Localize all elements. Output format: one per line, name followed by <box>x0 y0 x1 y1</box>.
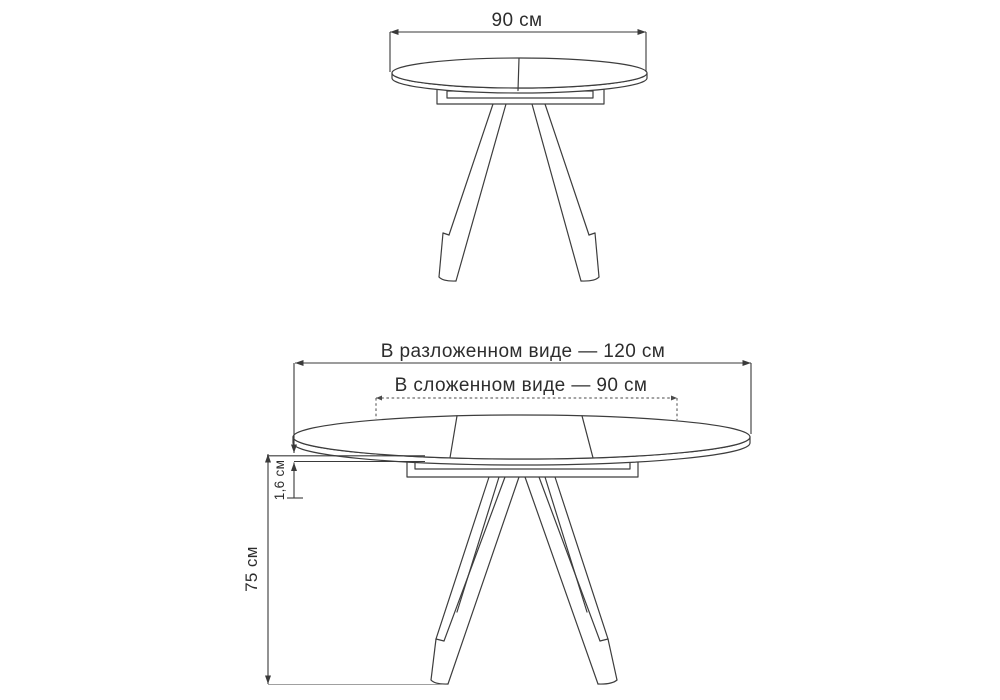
leg-notch <box>600 639 608 641</box>
leg-line <box>608 639 617 680</box>
leg-line <box>595 233 599 277</box>
folded-table-view <box>390 10 647 281</box>
leg-line <box>555 477 608 639</box>
leg-foot <box>598 680 617 684</box>
leg-line <box>448 477 519 684</box>
leg-line <box>449 104 493 235</box>
tabletop-surface <box>392 58 647 88</box>
leg-line <box>539 477 600 641</box>
thickness-dimension <box>267 456 425 500</box>
leg-foot <box>439 277 456 281</box>
leg-line <box>525 477 598 684</box>
extended-width-label: В разложенном виде — 120 см <box>380 341 666 362</box>
extended-tabletop <box>293 415 750 465</box>
height-label: 75 см <box>242 546 261 592</box>
extended-table-legs <box>431 477 617 684</box>
leg-line <box>444 477 505 641</box>
thickness-label: 1,6 см <box>272 459 287 501</box>
folded-width-inner-label: В сложенном виде — 90 см <box>394 375 648 396</box>
leg-line <box>439 233 443 277</box>
leg-notch <box>436 639 444 641</box>
folded-tabletop <box>392 58 647 93</box>
leg-notch <box>589 233 595 235</box>
leg-line <box>436 477 489 639</box>
leg-foot <box>431 680 448 684</box>
folded-width-label: 90 см <box>491 10 543 31</box>
leg-line <box>532 104 581 281</box>
folded-width-dimension-dotted <box>376 375 677 420</box>
leg-foot <box>581 277 599 281</box>
leg-line <box>431 639 436 680</box>
leg-line <box>545 104 589 235</box>
leg-notch <box>443 233 449 235</box>
folded-table-legs <box>439 104 599 281</box>
extended-table-view <box>242 341 751 685</box>
tabletop-surface <box>293 415 750 459</box>
leg-line <box>457 477 499 612</box>
